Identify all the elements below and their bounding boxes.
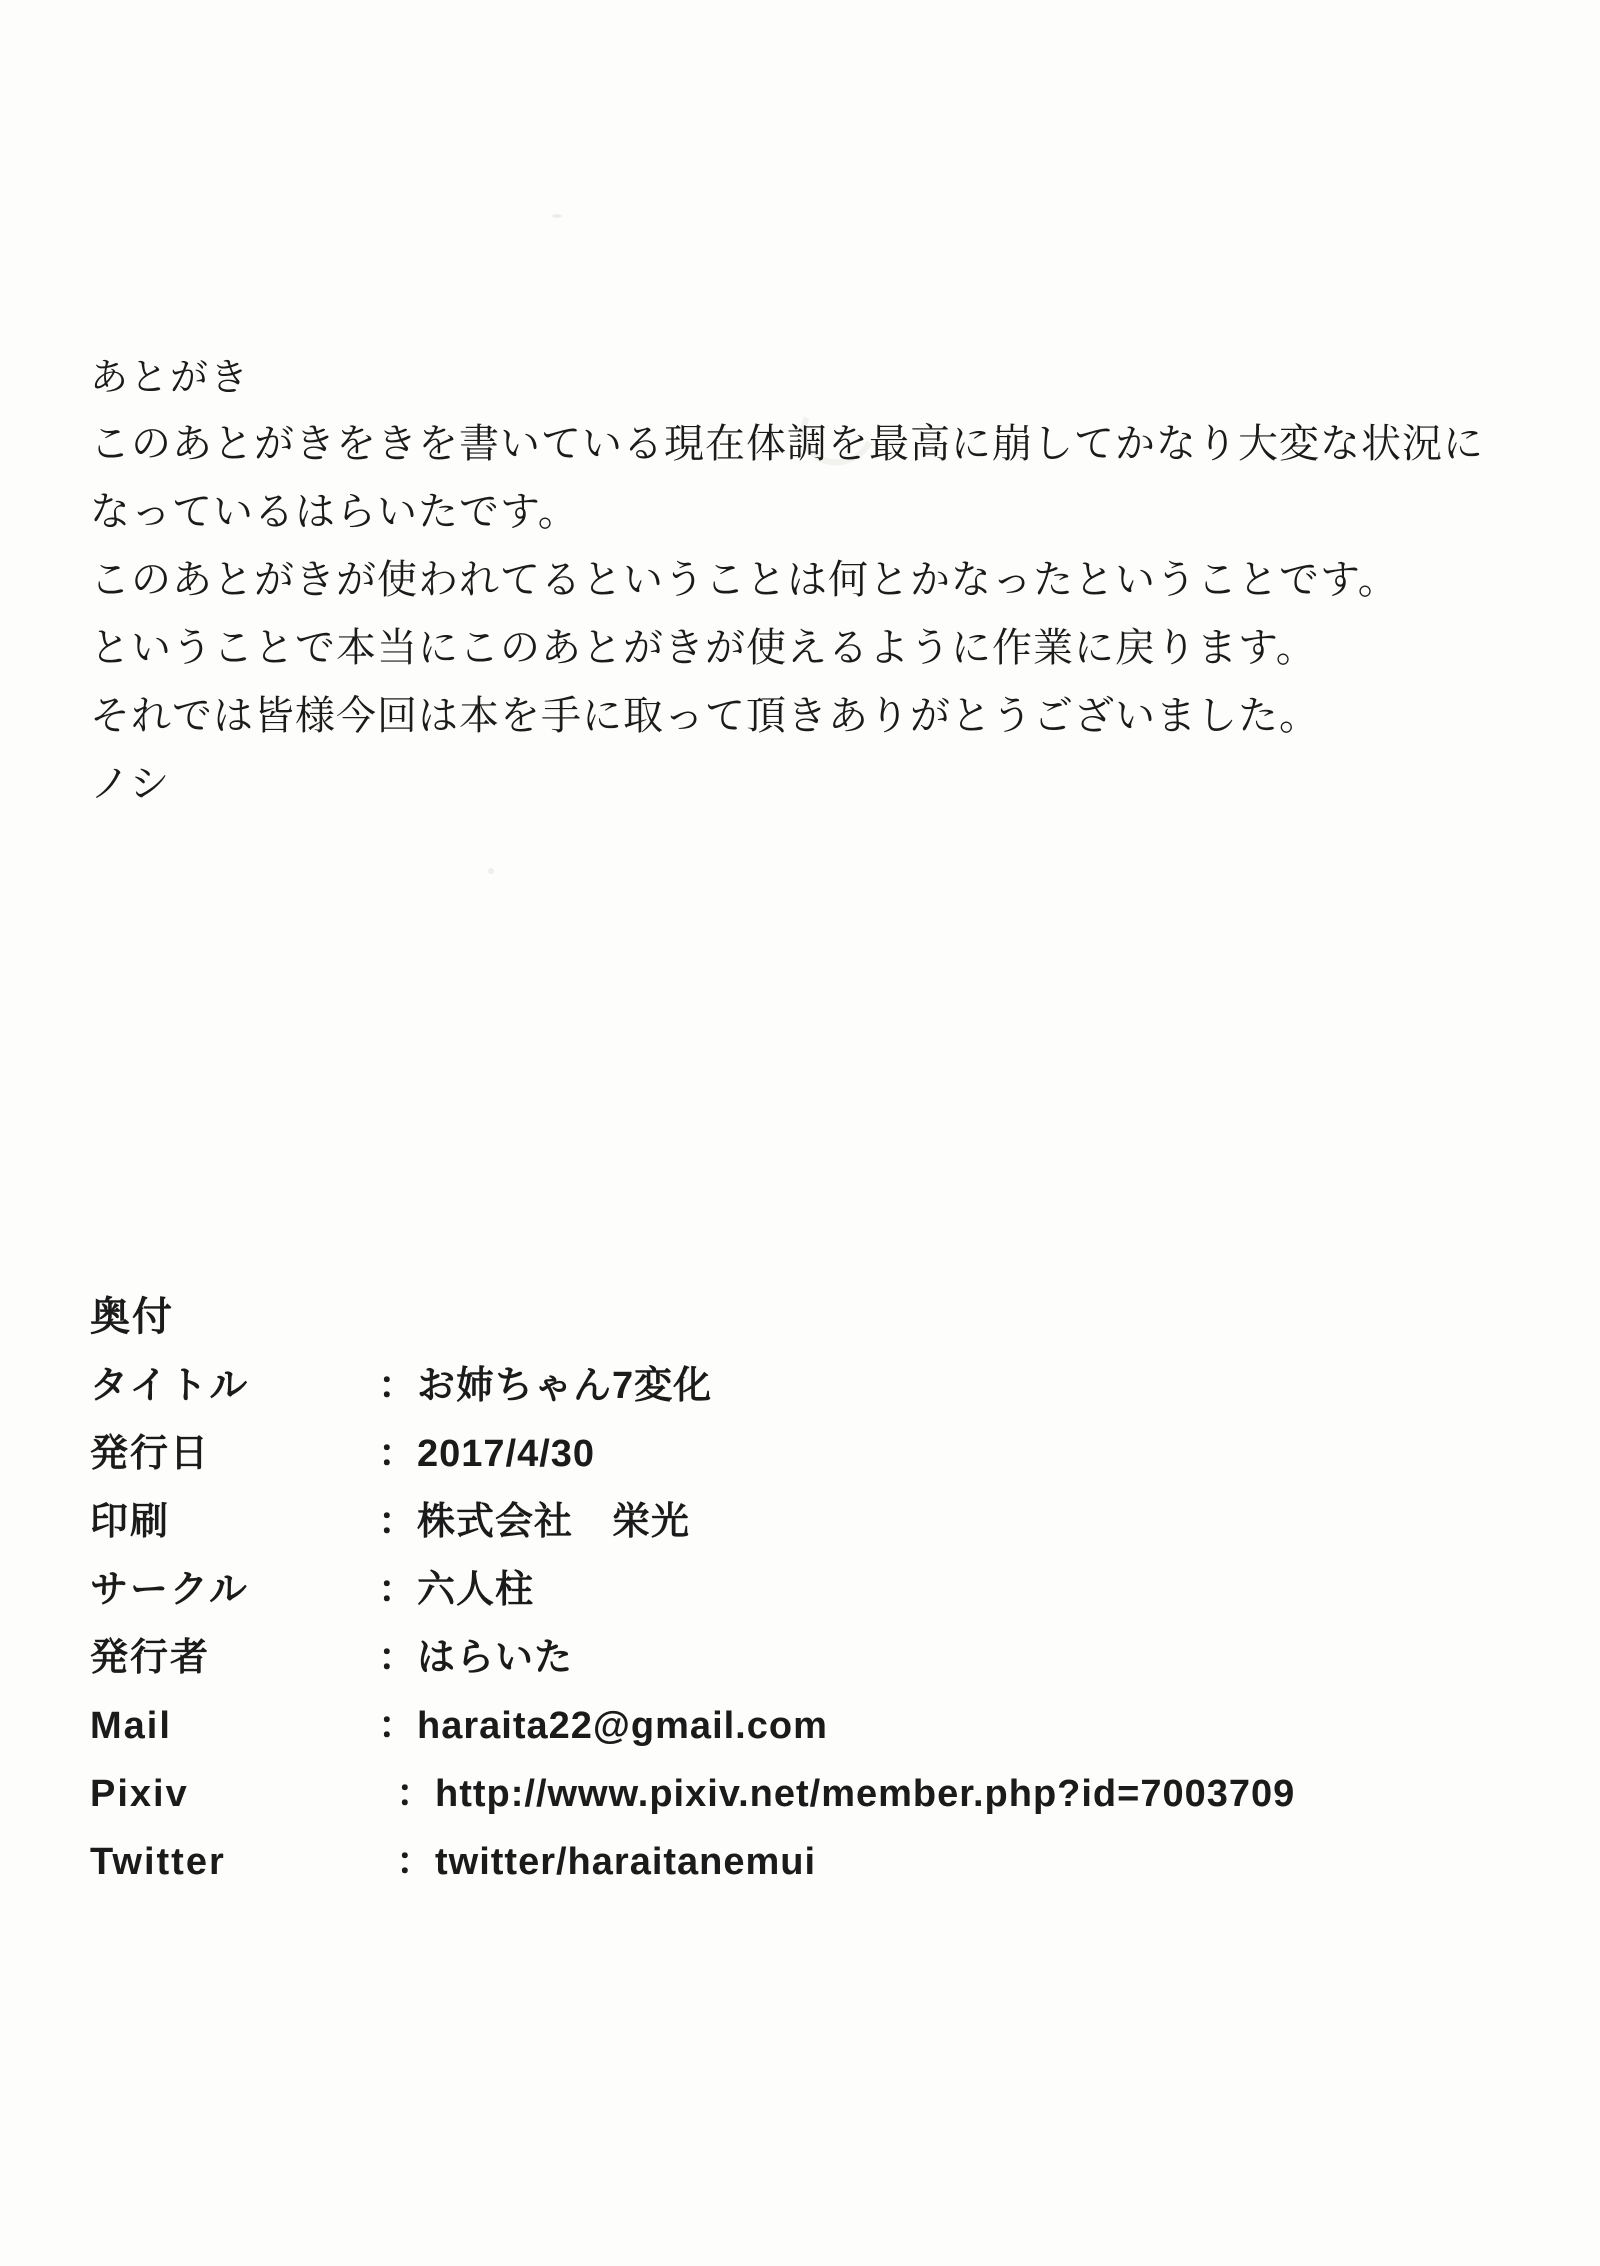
afterword-line: それでは皆様今回は本を手に取って頂きありがとうございました。 <box>90 694 1320 738</box>
colophon-value: ：twitter/haraitanemui <box>396 1841 817 1883</box>
colophon-heading: 奥付 <box>90 1295 174 1339</box>
colophon-section <box>90 1282 1520 1896</box>
colophon-value: ：六人柱 <box>378 1569 535 1611</box>
scan-artifact <box>552 214 562 218</box>
afterword-line: なっているはらいたです。 <box>90 490 579 534</box>
colophon-row-pixiv <box>90 1760 1520 1828</box>
afterword-section <box>90 346 1520 818</box>
colophon-label: タイトル <box>90 1365 250 1407</box>
afterword-heading: あとがき <box>90 357 251 399</box>
colophon-row-title <box>90 1352 1520 1420</box>
colophon-label: Mail <box>90 1705 172 1747</box>
scan-artifact <box>488 868 494 874</box>
colophon-row-publisher <box>90 1624 1520 1692</box>
colophon-row-circle <box>90 1556 1520 1624</box>
colophon-value: ：haraita22@gmail.com <box>378 1705 828 1747</box>
afterword-signoff: ノシ <box>90 762 171 806</box>
colophon-value: ：2017/4/30 <box>378 1433 596 1475</box>
colophon-value: ：はらいた <box>378 1637 574 1679</box>
colophon-row-twitter <box>90 1828 1520 1896</box>
colophon-label: サークル <box>90 1569 249 1611</box>
colophon-label: 発行日 <box>90 1433 211 1475</box>
afterword-line: ということで本当にこのあとがきが使えるように作業に戻ります。 <box>90 626 1317 670</box>
colophon-label: Pixiv <box>90 1773 189 1815</box>
afterword-line: このあとがきをきを書いている現在体調を最高に崩してかなり大変な状況に <box>90 422 1484 466</box>
colophon-label: Twitter <box>90 1841 226 1883</box>
colophon-label: 印刷 <box>90 1501 171 1543</box>
colophon-value: ：http://www.pixiv.net/member.php?id=7003709 <box>396 1773 1296 1815</box>
afterword-line: このあとがきが使われてるということは何とかなったということです。 <box>90 558 1399 602</box>
colophon-value: ：お姉ちゃん7変化 <box>378 1365 713 1407</box>
colophon-label: 発行者 <box>90 1637 211 1679</box>
colophon-row-publish-date <box>90 1420 1520 1488</box>
colophon-row-mail <box>90 1692 1520 1760</box>
colophon-row-printer <box>90 1488 1520 1556</box>
colophon-value: ：株式会社 栄光 <box>378 1501 691 1543</box>
